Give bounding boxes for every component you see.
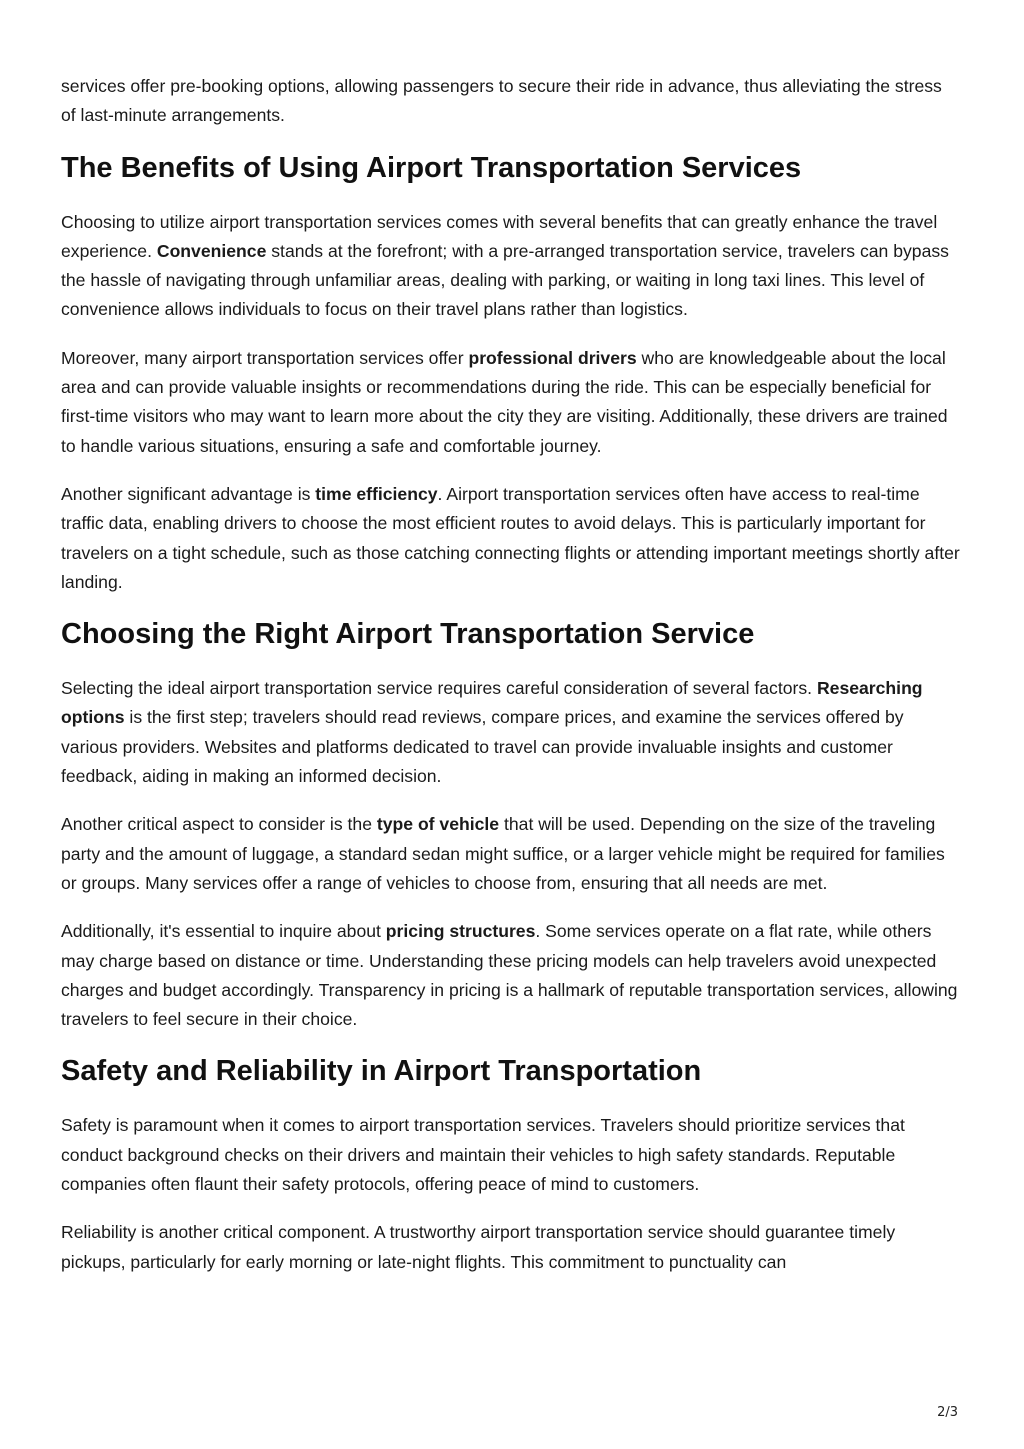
section-safety [61,1053,961,1276]
section-heading-choosing: Choosing the Right Airport Transportation Service [61,618,755,651]
paragraph-text: Choosing to utilize airport transportation services comes with several benefits that can greatly enhance the travel experience. [61,211,938,261]
paragraph-text: Another critical aspect to consider is the [61,814,377,835]
paragraph-text: Additionally, it's essential to inquire about [61,921,386,942]
section-choosing [61,616,961,1034]
bold-term-pricing-structures: pricing structures [385,921,536,942]
section-heading-safety: Safety and Reliability in Airport Transportation [61,1055,702,1088]
paragraph-text: . Some services operate on a flat rate, while others may charge based on distance or time. Understanding these pricing models can help travelers avoid unexpected charges and budget accordingly. Transparency in pricing is a hallmark of reputable transportation services, allowing travelers to feel secure in their choice. [61,921,958,1030]
paragraph-safety [61,1111,961,1199]
page-number: 2/3 [937,1405,958,1420]
paragraph-text: is the first step; travelers should read reviews, compare prices, and examine the services offered by various providers. Websites and platforms dedicated to travel can provide invaluable insights and customer feedback, aiding in making an informed decision. [61,707,904,787]
bold-term-professional-drivers: professional drivers [468,347,637,368]
paragraph-convenience [61,208,961,325]
paragraph-text: Safety is paramount when it comes to airport transportation services. Travelers should prioritize services that conduct background checks on their drivers and maintain their vehicles to high safety standards. Reputable companies often flaunt their safety protocols, offering peace of mind to customers. [61,1115,905,1195]
paragraph-type-of-vehicle [61,810,961,898]
paragraph-text: stands at the forefront; with a pre-arranged transportation service, travelers can bypass the hassle of navigating through unfamiliar areas, dealing with parking, or waiting in long taxi lines. This level of convenience allows individuals to focus on their travel plans rather than logistics. [61,240,949,320]
paragraph-researching-options [61,674,961,791]
paragraph-text: Another significant advantage is [61,483,316,504]
bold-term-researching-options: Researching options [61,678,923,728]
paragraph-text: Reliability is another critical component. A trustworthy airport transportation service should guarantee timely pickups, particularly for early morning or late-night flights. This commitment to punctuality can [61,1222,896,1272]
paragraph-reliability [61,1218,961,1277]
paragraph-text: who are knowledgeable about the local area and can provide valuable insights or recommendations during the ride. This can be especially beneficial for first-time visitors who may want to learn more about the city they are visiting. Additionally, these drivers are trained to handle various situations, ensuring a safe and comfortable journey. [61,347,948,456]
paragraph-text: that will be used. Depending on the size of the traveling party and the amount of luggage, a standard sedan might suffice, or a larger vehicle might be required for families or groups. Many services offer a range of vehicles to choose from, ensuring that all needs are met. [61,814,945,893]
bold-term-convenience: Convenience [156,240,267,261]
paragraph-text: Moreover, many airport transportation services offer [61,347,469,368]
bold-term-type-of-vehicle: type of vehicle [376,814,500,835]
section-benefits [61,150,961,598]
document-page [61,72,961,1296]
intro-paragraph: services offer pre-booking options, allowing passengers to secure their ride in advance, thus alleviating the stress of last-minute arrangements. [61,76,942,126]
paragraph-pricing-structures [61,917,961,1034]
section-heading-benefits: The Benefits of Using Airport Transportation Services [61,151,802,184]
paragraph-professional-drivers [61,344,961,461]
paragraph-text: Selecting the ideal airport transportation service requires careful consideration of several factors. [61,678,817,699]
paragraph-time-efficiency [61,480,961,597]
paragraph-text: . Airport transportation services often have access to real-time traffic data, enabling drivers to choose the most efficient routes to avoid delays. This is particularly important for travelers on a tight schedule, such as those catching connecting flights or attending important meetings shortly after landing. [61,483,960,592]
bold-term-time-efficiency: time efficiency [315,483,438,504]
